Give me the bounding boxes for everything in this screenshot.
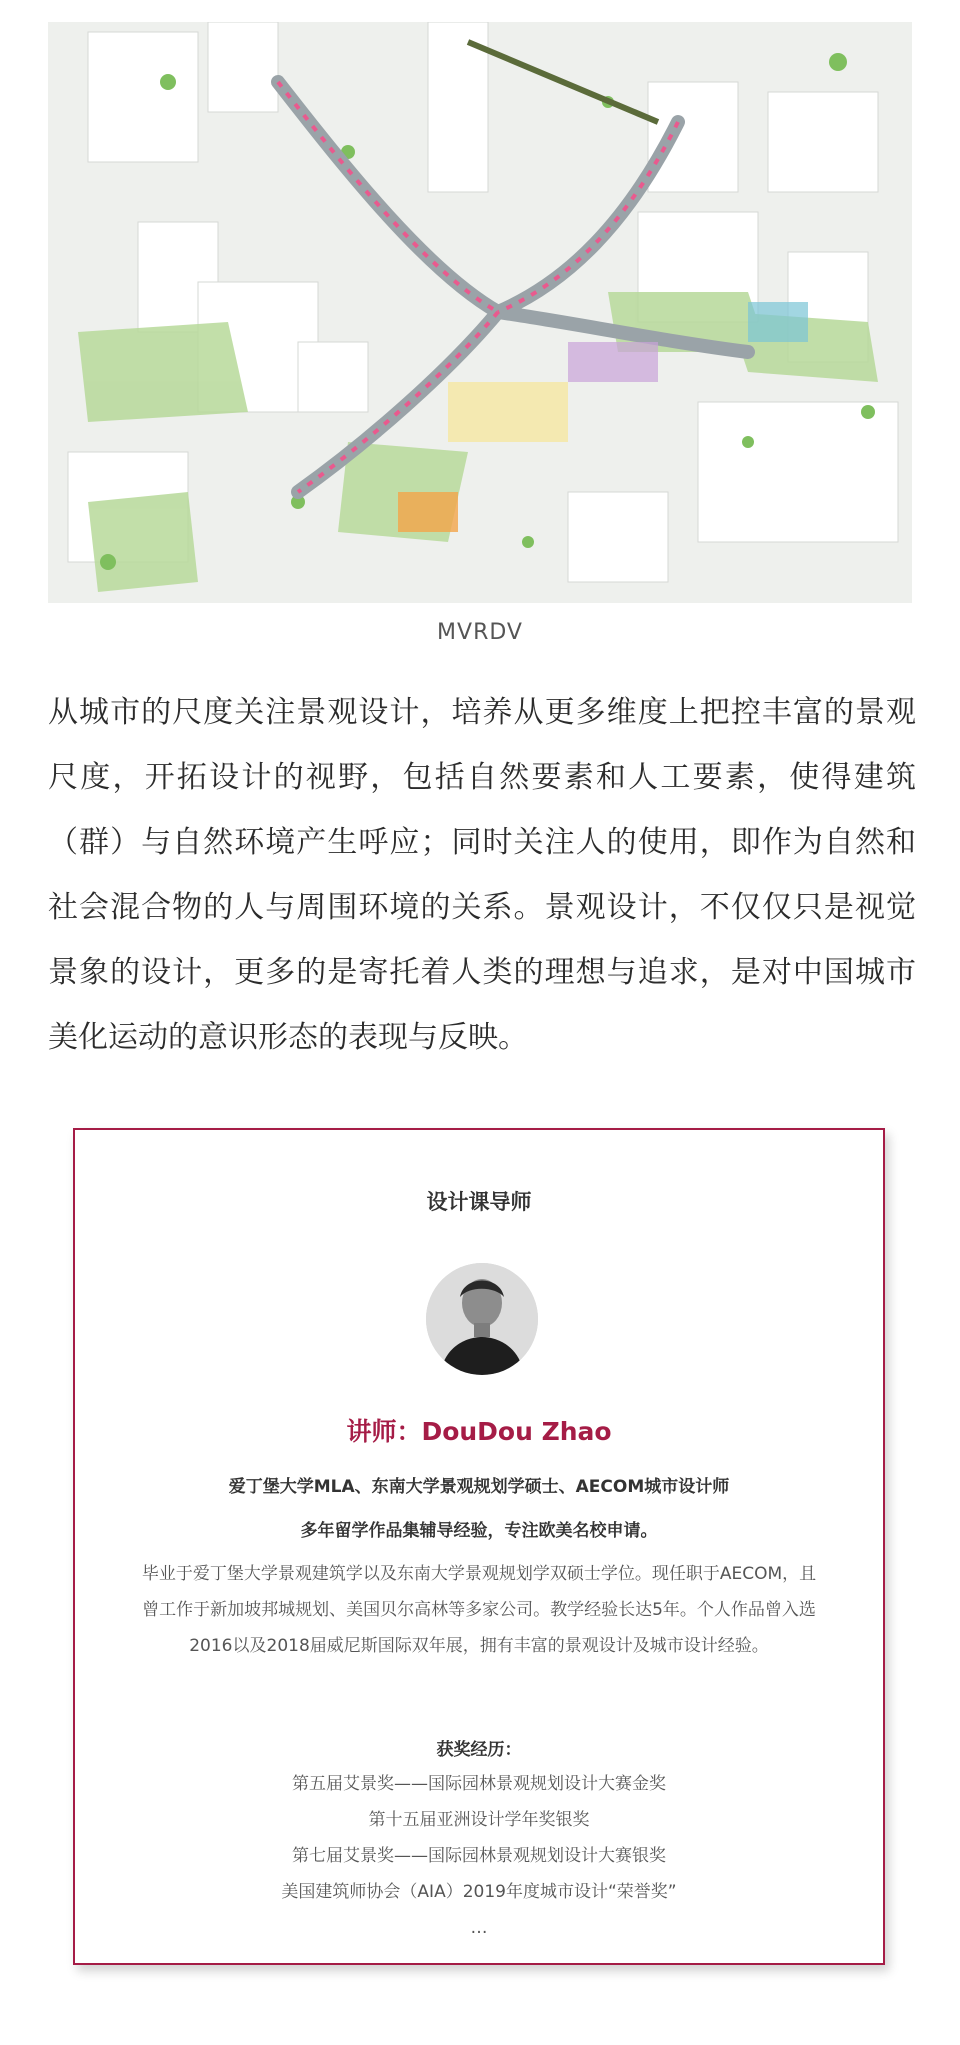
hero-image	[48, 22, 912, 603]
lecturer-name: 讲师：DouDou Zhao	[346, 1417, 612, 1446]
award-item: 第五届艾景奖——国际园林景观规划设计大赛金奖	[292, 1774, 666, 1794]
image-caption: MVRDV	[437, 620, 523, 645]
award-ellipsis: …	[470, 1918, 488, 1938]
intro-paragraph: 从城市的尺度关注景观设计，培养从更多维度上把控丰富的景观尺度，开拓设计的视野，包括自然要素和人工要素，使得建筑（群）与自然环境产生呼应；同时关注人的使用，即作为自然和社会混合物的人与周围环境的关系。景观设计，不仅仅只是视觉景象的设计，更多的是寄托着人类的理想与追求，是对中国城市美化运动的意识形态的表现与反映。	[48, 695, 916, 1055]
instructor-avatar	[426, 1263, 538, 1375]
portrait-photo	[426, 1263, 538, 1375]
award-item: 第七届艾景奖——国际园林景观规划设计大赛银奖	[292, 1846, 666, 1866]
instructor-card	[73, 1128, 885, 1965]
award-item: 美国建筑师协会（AIA）2019年度城市设计“荣誉奖”	[281, 1882, 677, 1902]
lecturer-bio: 毕业于爱丁堡大学景观建筑学以及东南大学景观规划学双硕士学位。现任职于AECOM，且曾工作于新加坡邦城规划、美国贝尔高林等多家公司。教学经验长达5年。个人作品曾入选2016以及2018届威尼斯国际双年展，拥有丰富的景观设计及城市设计经验。	[141, 1564, 817, 1656]
lecturer-experience: 多年留学作品集辅导经验，专注欧美名校申请。	[300, 1521, 658, 1541]
award-item: 第十五届亚洲设计学年奖银奖	[368, 1810, 590, 1830]
lecturer-credentials: 爱丁堡大学MLA、东南大学景观规划学硕士、AECOM城市设计师	[228, 1477, 730, 1497]
awards-list	[75, 1766, 883, 1946]
card-title: 设计课导师	[426, 1190, 532, 1214]
awards-title: 获奖经历：	[436, 1740, 522, 1760]
urban-park-rendering	[48, 22, 912, 603]
